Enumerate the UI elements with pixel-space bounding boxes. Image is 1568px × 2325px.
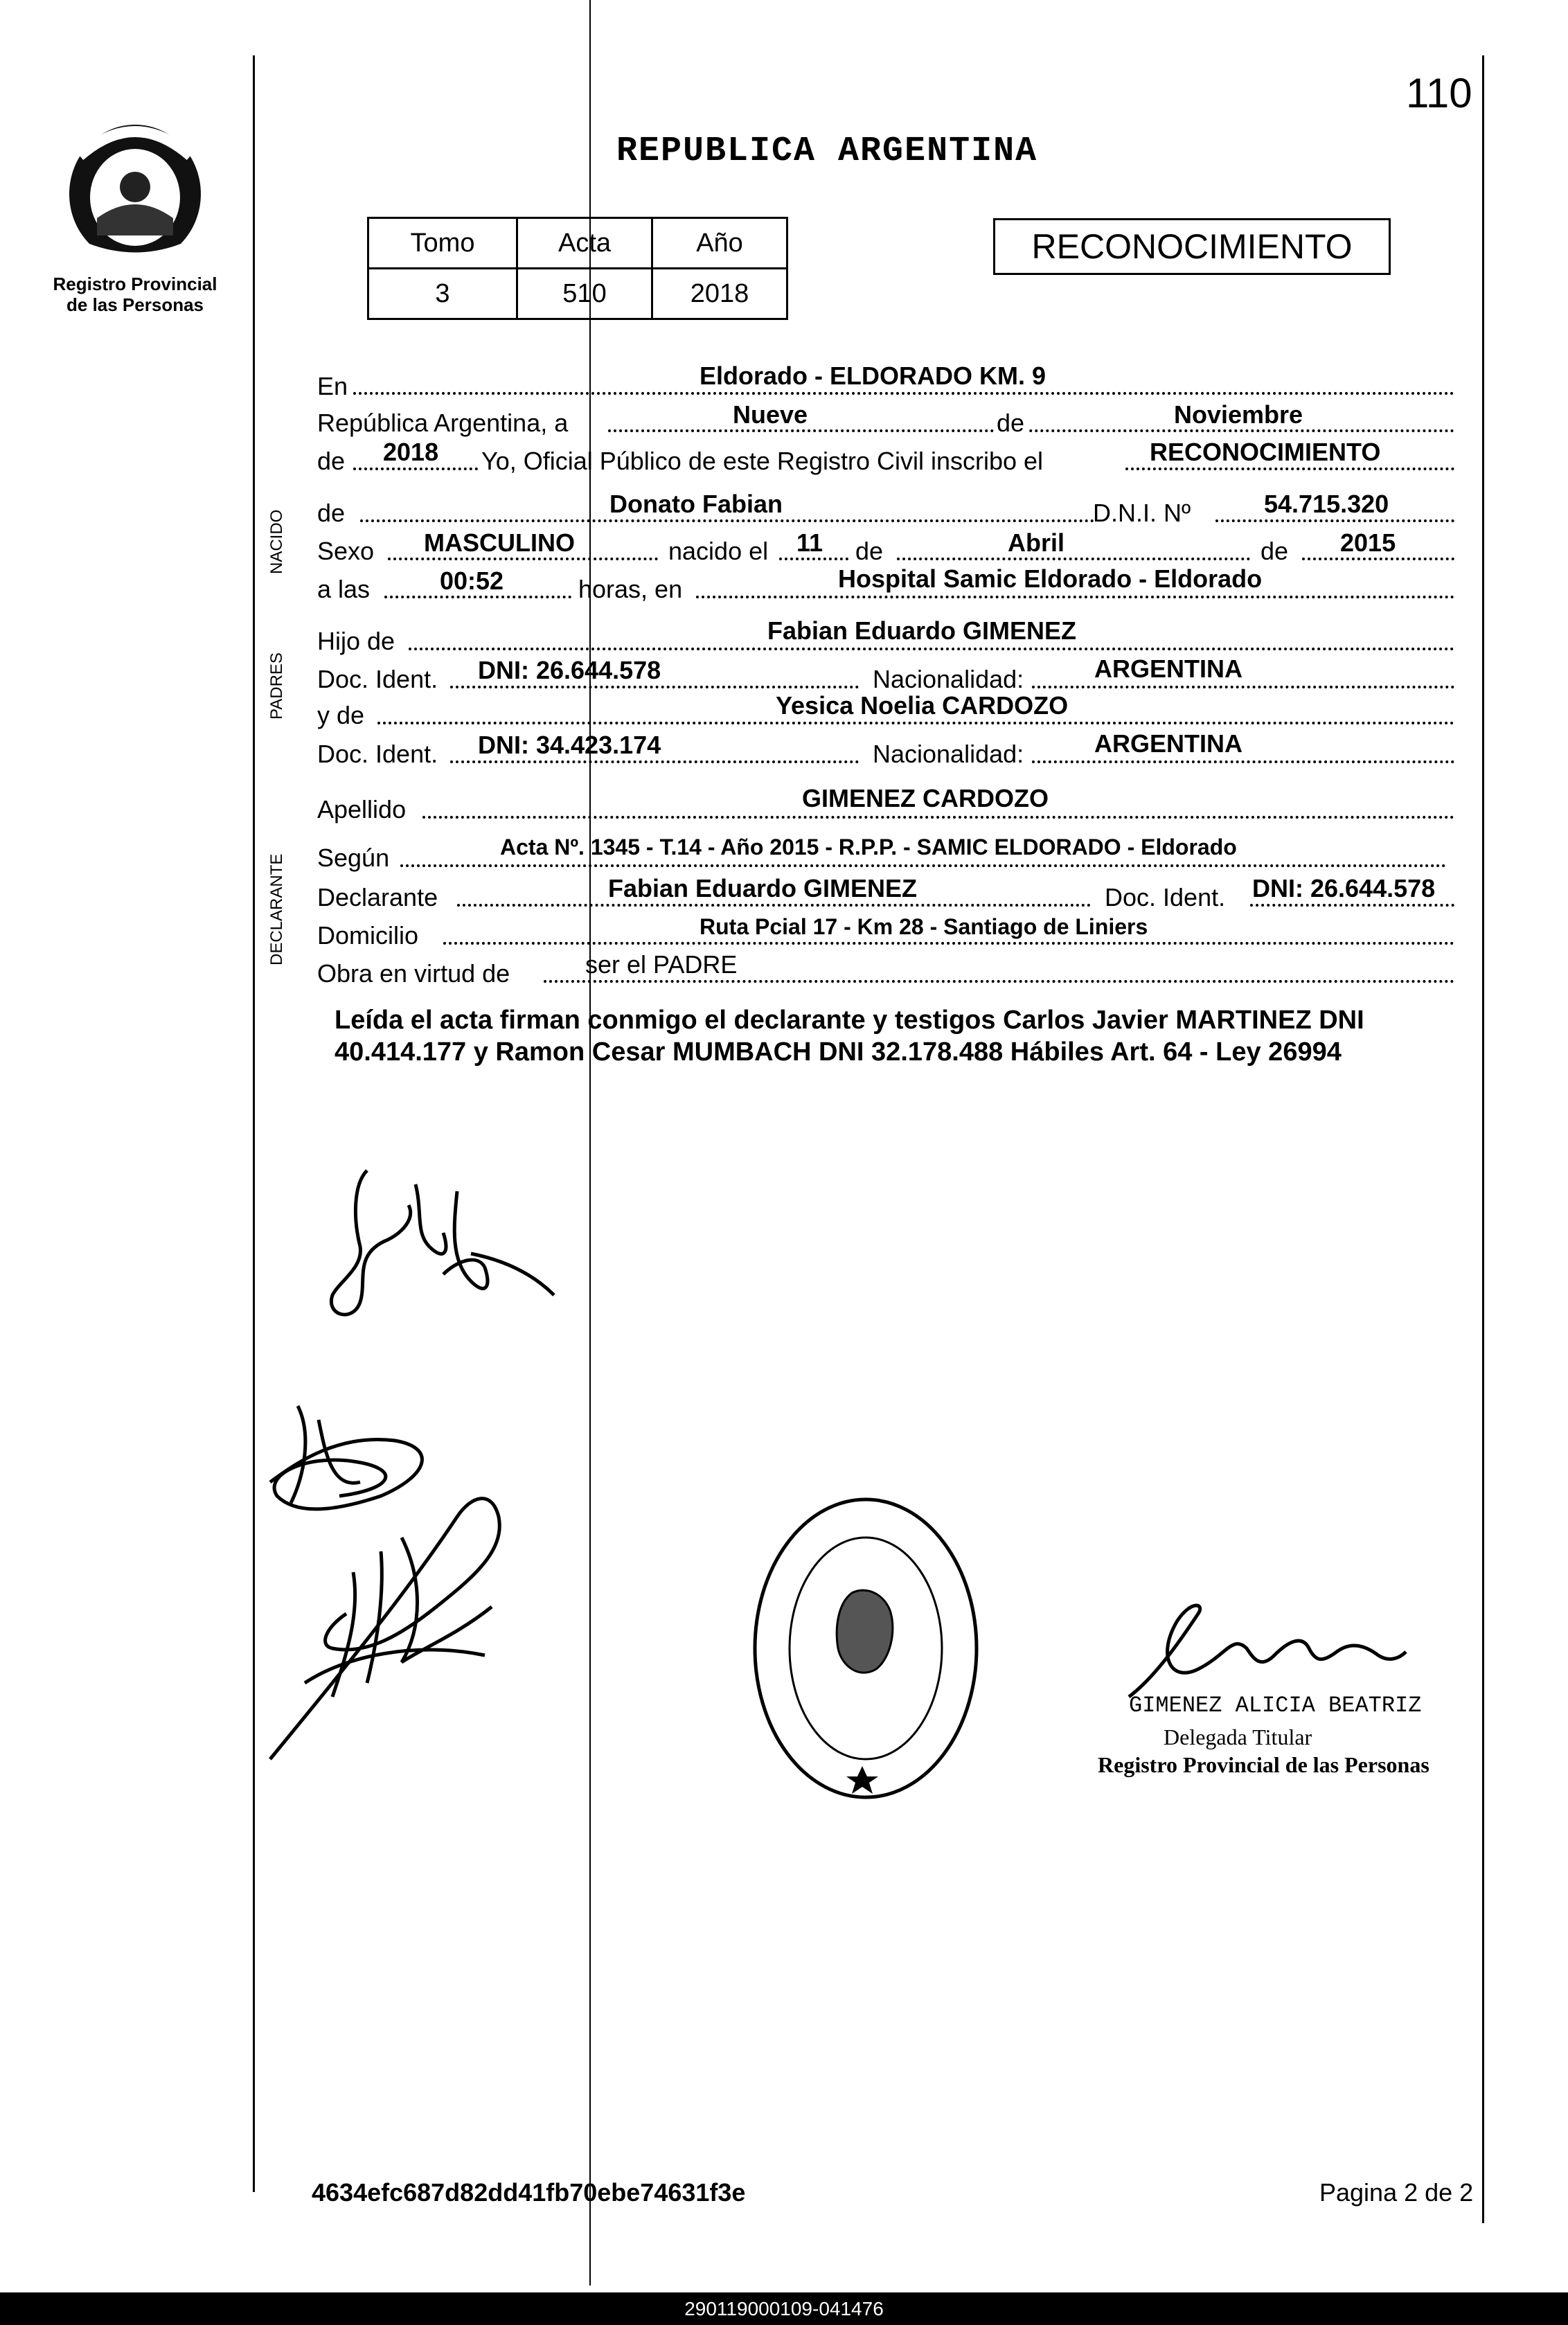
mother-doc: DNI: 34.423.174 <box>478 731 661 759</box>
official-org: Registro Provincial de las Personas <box>1098 1752 1429 1777</box>
value-ano: 2018 <box>652 269 787 319</box>
de4-label: de <box>855 537 884 565</box>
segun-label: Según <box>317 844 390 872</box>
child-dni: 54.715.320 <box>1264 490 1389 518</box>
day-value: Nueve <box>733 400 808 429</box>
right-margin-line <box>1482 55 1484 2223</box>
barcode-text: 290119000109-041476 <box>684 2298 884 2319</box>
document-hash: 4634efc687d82dd41fb70ebe74631f3e <box>312 2178 746 2207</box>
dni-label: D.N.I. Nº <box>1093 499 1191 527</box>
page-indicator: Pagina 2 de 2 <box>1319 2178 1474 2207</box>
side-label-declarante: DECLARANTE <box>267 853 286 965</box>
signature-declarante <box>312 1157 575 1337</box>
header-ano: Año <box>652 218 787 269</box>
dotted-line <box>1125 467 1454 470</box>
birth-place: Hospital Samic Eldorado - Eldorado <box>838 564 1263 593</box>
closing-paragraph: Leída el acta firman conmigo el declarante y testigos Carlos Javier MARTINEZ DNI 40.414.177 y Ramon Cesar MUMBACH DNI 32.178.488 Hábiles Art. 64 - Ley 26994 <box>335 1006 1364 1067</box>
birth-day: 11 <box>796 528 823 557</box>
dotted-line <box>422 816 1454 819</box>
birth-month: Abril <box>1008 528 1065 557</box>
sexo-label: Sexo <box>317 537 375 565</box>
dotted-line <box>608 429 1454 432</box>
child-name: Donato Fabian <box>609 490 783 518</box>
dotted-line <box>450 760 859 763</box>
dotted-line <box>353 467 478 470</box>
side-label-nacido: NACIDO <box>267 509 286 574</box>
dotted-line <box>696 596 1454 598</box>
header-acta: Acta <box>517 218 652 269</box>
father-name: Fabian Eduardo GIMENEZ <box>767 616 1077 645</box>
dotted-line <box>457 904 1091 907</box>
logo-caption-line2: de las Personas <box>66 294 204 315</box>
declarante-label: Declarante <box>317 883 438 911</box>
en-label: En <box>317 372 348 400</box>
apellido-value: GIMENEZ CARDOZO <box>802 784 1049 812</box>
register-table <box>367 217 788 320</box>
oficial-text: Yo, Oficial Público de este Registro Civil inscribo el <box>481 447 1044 475</box>
barcode-strip <box>0 2292 1568 2325</box>
register-table-values <box>368 269 787 319</box>
dotted-line <box>1302 558 1454 560</box>
dotted-line <box>360 519 1094 522</box>
dotted-line <box>1032 760 1454 763</box>
de2-label: de <box>317 447 346 475</box>
obra-value: ser el PADRE <box>585 950 738 979</box>
obra-label: Obra en virtud de <box>317 959 510 988</box>
de3-label: de <box>317 499 346 527</box>
dotted-line <box>400 864 1446 867</box>
de-label: de <box>994 409 1027 438</box>
father-nat: ARGENTINA <box>1094 654 1242 683</box>
nac-label: Nacionalidad: <box>873 665 1024 693</box>
dotted-line <box>544 980 1454 983</box>
place-value: Eldorado - ELDORADO KM. 9 <box>700 362 1046 390</box>
declarante-value: Fabian Eduardo GIMENEZ <box>608 874 918 902</box>
register-table-header <box>368 218 787 269</box>
value-tomo: 3 <box>368 269 517 319</box>
declarante-doc: DNI: 26.644.578 <box>1252 874 1436 902</box>
segun-value: Acta Nº. 1345 - T.14 - Año 2015 - R.P.P. - SAMIC ELDORADO - Eldorado <box>500 835 1237 859</box>
province-seal-icon <box>59 114 211 267</box>
month-value: Noviembre <box>1174 400 1303 429</box>
dotted-line <box>897 558 1250 560</box>
dotted-line <box>1032 686 1454 688</box>
doc-label: Doc. Ident. <box>317 665 438 693</box>
de5-label: de <box>1260 537 1289 565</box>
domicilio-label: Domicilio <box>317 921 419 950</box>
dotted-line <box>443 942 1454 945</box>
apellido-label: Apellido <box>317 795 407 823</box>
official-stamp <box>748 1489 983 1808</box>
left-margin-line <box>253 55 255 2192</box>
doc-label: Doc. Ident. <box>1105 883 1226 911</box>
record-type-box: RECONOCIMIENTO <box>993 218 1391 275</box>
mother-name: Yesica Noelia CARDOZO <box>776 691 1069 720</box>
alas-label: a las <box>317 575 371 603</box>
dotted-line <box>388 558 658 560</box>
birth-time: 00:52 <box>440 567 504 595</box>
page-number: 110 <box>1406 70 1472 116</box>
father-doc: DNI: 26.644.578 <box>478 656 661 684</box>
dotted-line <box>1250 904 1454 907</box>
nac-label: Nacionalidad: <box>873 740 1024 768</box>
dotted-line <box>450 686 859 688</box>
dotted-line <box>1215 519 1454 522</box>
signature-witness-2 <box>263 1475 526 1766</box>
inscribo-value: RECONOCIMIENTO <box>1150 438 1381 466</box>
domicilio-value: Ruta Pcial 17 - Km 28 - Santiago de Liniers <box>700 914 1148 939</box>
dotted-line <box>353 392 1454 395</box>
mother-nat: ARGENTINA <box>1094 729 1242 758</box>
year-value: 2018 <box>383 438 439 466</box>
doc-label: Doc. Ident. <box>317 740 438 768</box>
dotted-line <box>409 648 1454 650</box>
republica-label: República Argentina, a <box>317 409 569 437</box>
dotted-line <box>377 722 1454 724</box>
header-tomo: Tomo <box>368 218 517 269</box>
country-title: REPUBLICA ARGENTINA <box>616 132 1038 171</box>
fold-line <box>589 0 591 2286</box>
horas-label: horas, en <box>578 575 683 603</box>
official-role: Delegada Titular <box>1164 1725 1312 1749</box>
logo-caption-line1: Registro Provincial <box>53 274 217 294</box>
province-logo <box>59 114 211 267</box>
value-acta: 510 <box>517 269 652 319</box>
logo-caption <box>38 274 232 315</box>
dotted-line <box>384 596 571 598</box>
official-name: GIMENEZ ALICIA BEATRIZ <box>1129 1693 1422 1718</box>
side-label-padres: PADRES <box>267 652 286 720</box>
nacido-label: nacido el <box>668 537 769 565</box>
birth-year: 2015 <box>1340 528 1396 557</box>
sexo-value: MASCULINO <box>424 528 575 557</box>
yde-label: y de <box>317 701 365 729</box>
hijo-label: Hijo de <box>317 627 395 655</box>
dotted-line <box>779 558 848 560</box>
